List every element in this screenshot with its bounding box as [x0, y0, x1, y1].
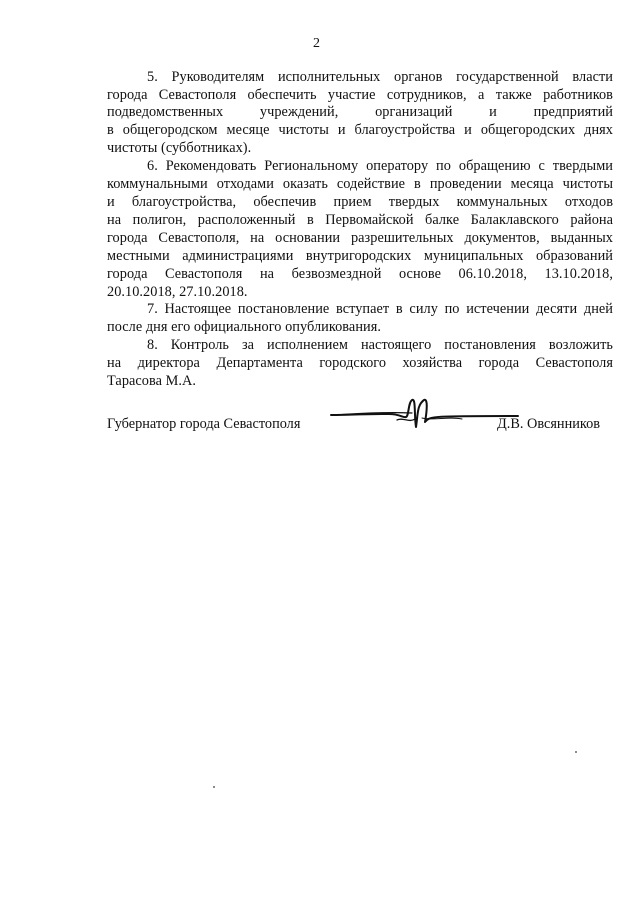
page-number: 2 [313, 36, 320, 51]
document-line: города Севастополя на безвозмездной основе 06.10.2018, 13.10.2018, [107, 266, 613, 282]
document-line: 20.10.2018, 27.10.2018. [107, 284, 248, 300]
signature-name: Д.В. Овсянников [497, 416, 600, 432]
document-line: на полигон, расположенный в Первомайской балке Балаклавского района [107, 212, 613, 228]
document-line: города Севастополя, на основании разрешительных документов, выданных [107, 230, 613, 246]
document-line: Тарасова М.А. [107, 373, 197, 389]
scan-speck [213, 786, 215, 788]
document-line: подведомственных учреждений, организаций и предприятий [107, 104, 613, 120]
signature-title: Губернатор города Севастополя [107, 416, 301, 432]
document-line: 7. Настоящее постановление вступает в силу по истечении десяти дней [147, 301, 613, 317]
document-line: 5. Руководителям исполнительных органов государственной власти [147, 69, 613, 85]
document-line: в общегородском месяце чистоты и благоустройства и общегородских днях [107, 122, 613, 138]
document-line: коммунальными отходами оказать содействие в проведении месяца чистоты [107, 176, 613, 192]
document-line: после дня его официального опубликования. [107, 319, 381, 335]
document-line: местными администрациями внутригородских муниципальных образований [107, 248, 613, 264]
document-line: и благоустройства, обеспечив прием твердых коммунальных отходов [107, 194, 613, 210]
document-line: города Севастополя обеспечить участие сотрудников, а также работников [107, 87, 613, 103]
handwritten-signature-icon [330, 396, 520, 438]
document-line: 6. Рекомендовать Региональному оператору по обращению с твердыми [147, 158, 613, 174]
document-line: 8. Контроль за исполнением настоящего постановления возложить [147, 337, 613, 353]
scan-speck [575, 751, 577, 753]
document-line: чистоты (субботниках). [107, 140, 252, 156]
document-line: на директора Департамента городского хозяйства города Севастополя [107, 355, 613, 371]
